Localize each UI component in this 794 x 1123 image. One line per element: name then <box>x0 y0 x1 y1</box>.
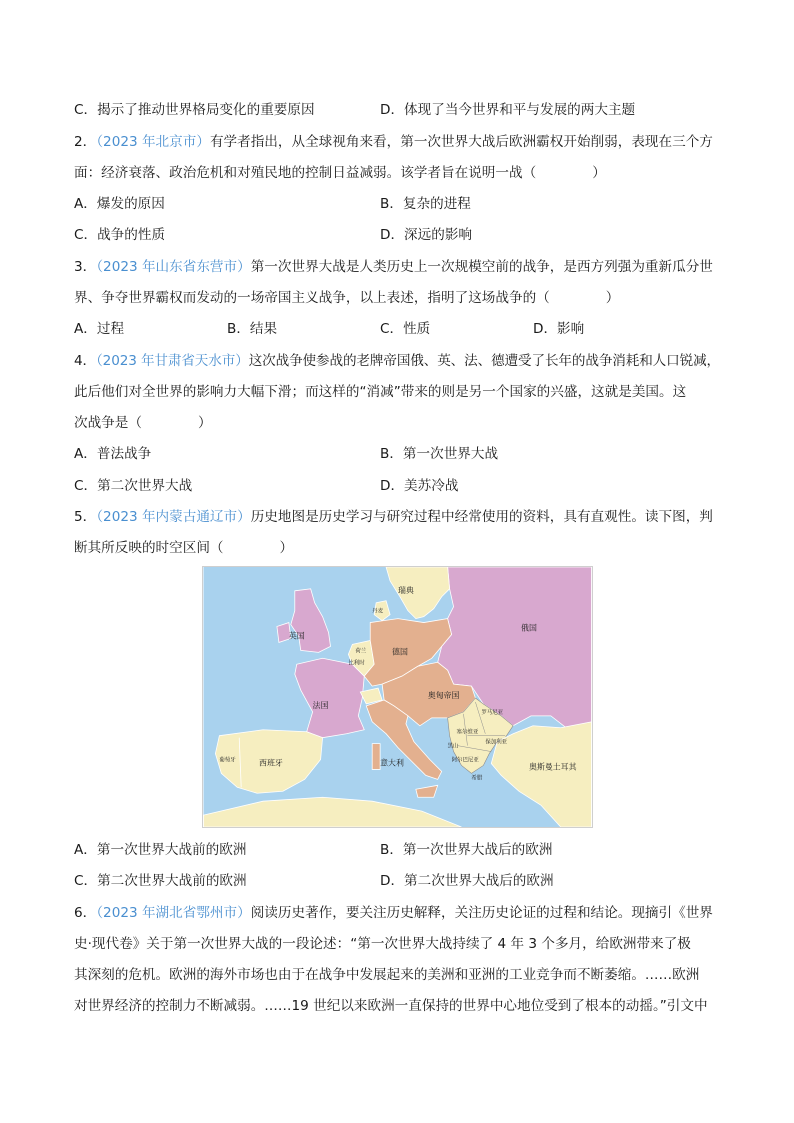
q4-option-c[interactable]: C．第二次世界大战 <box>74 478 193 494</box>
map-label-spain: 西班牙 <box>259 758 283 768</box>
source-tag: （2023 年北京市） <box>96 134 210 150</box>
q2-option-c[interactable]: C．战争的性质 <box>74 227 166 243</box>
question-number: 3． <box>74 259 97 275</box>
q5-stem-line2: 断其所反映的时空区间（ ） <box>74 540 294 556</box>
q5-option-a[interactable]: A．第一次世界大战前的欧洲 <box>74 842 247 858</box>
map-label-bulgaria: 保加利亚 <box>485 739 508 746</box>
q5-stem-line1: 5．（2023 年内蒙古通辽市）历史地图是历史学习与研究过程中经常使用的资料，具有直观性。读下图，判 <box>74 509 713 525</box>
question-number: 6． <box>74 905 97 921</box>
q4-option-d[interactable]: D．美苏冷战 <box>380 478 459 494</box>
q3-stem-line1: 3．（2023 年山东省东营市）第一次世界大战是人类历史上一次规模空前的战争，是西方列强为重新瓜分世 <box>74 259 713 275</box>
map-label-russia: 俄国 <box>521 623 537 633</box>
source-tag: （2023 年山东省东营市） <box>96 259 251 275</box>
map-label-portugal: 葡萄牙 <box>219 757 236 764</box>
q3-stem-line2: 界、争夺世界霸权而发动的一场帝国主义战争，以上表述，指明了这场战争的（ ） <box>74 290 620 306</box>
q1-option-c[interactable]: C．揭示了推动世界格局变化的重要原因 <box>74 102 315 118</box>
q1-option-d[interactable]: D．体现了当今世界和平与发展的两大主题 <box>380 102 636 118</box>
q4-stem-line1: 4．（2023 年甘肃省天水市）这次战争使参战的老牌帝国俄、英、法、德遭受了长年的战争消耗和人口锐减， <box>74 353 721 369</box>
q6-stem-line4: 对世界经济的控制力不断减弱。……19 世纪以来欧洲一直保持的世界中心地位受到了根本的动摇。”引文中 <box>74 998 708 1014</box>
map-label-albania: 阿尔巴尼亚 <box>451 757 479 764</box>
q4-stem-line3: 次战争是（ ） <box>74 415 212 431</box>
question-number: 5． <box>74 509 97 525</box>
q4-stem-line2: 此后他们对全世界的影响力大幅下滑；而这样的“消减”带来的则是另一个国家的兴盛，这就是美国。这 <box>74 384 687 400</box>
q2-option-a[interactable]: A．爆发的原因 <box>74 196 165 212</box>
source-tag: （2023 年内蒙古通辽市） <box>96 509 251 525</box>
map-label-ottoman: 奥斯曼土耳其 <box>528 762 577 772</box>
q5-option-b[interactable]: B．第一次世界大战后的欧洲 <box>380 842 553 858</box>
map-label-austria-hungary: 奥匈帝国 <box>427 690 460 700</box>
q6-stem-line2: 史·现代卷》关于第一次世界大战的一段论述：“第一次世界大战持续了 4 年 3 个多月，给欧洲带来了极 <box>74 936 691 952</box>
map-label-germany: 德国 <box>392 647 408 657</box>
question-number: 2． <box>74 134 97 150</box>
europe-map <box>202 566 593 828</box>
map-label-italy: 意大利 <box>380 758 404 768</box>
region-sardinia <box>372 744 380 770</box>
map-label-romania: 罗马尼亚 <box>481 709 504 716</box>
q3-option-c[interactable]: C．性质 <box>380 321 431 337</box>
q3-option-b[interactable]: B．结果 <box>227 321 278 337</box>
q5-option-c[interactable]: C．第二次世界大战前的欧洲 <box>74 873 247 889</box>
q2-stem-line1: 2．（2023 年北京市）有学者指出，从全球视角来看，第一次世界大战后欧洲霸权开始削弱，表现在三个方 <box>74 134 713 150</box>
q3-option-d[interactable]: D．影响 <box>533 321 585 337</box>
q2-option-b[interactable]: B．复杂的进程 <box>380 196 471 212</box>
map-label-netherlands: 荷兰 <box>355 648 367 655</box>
map-label-greece: 希腊 <box>471 775 483 782</box>
q4-option-b[interactable]: B．第一次世界大战 <box>380 446 499 462</box>
source-tag: （2023 年甘肃省天水市） <box>96 353 249 369</box>
q2-stem-line2: 面：经济衰落、政治危机和对殖民地的控制日益减弱。该学者旨在说明一战（ ） <box>74 165 606 181</box>
map-label-france: 法国 <box>312 700 329 710</box>
map-label-belgium: 比利时 <box>348 660 365 667</box>
q2-option-d[interactable]: D．深远的影响 <box>380 227 473 243</box>
source-tag: （2023 年湖北省鄂州市） <box>96 905 251 921</box>
question-number: 4． <box>74 353 96 369</box>
q6-stem-line3: 其深刻的危机。欧洲的海外市场也由于在战争中发展起来的美洲和亚洲的工业竞争而不断萎缩。……欧洲 <box>74 967 700 983</box>
map-label-uk: 英国 <box>288 631 305 641</box>
map-label-serbia: 塞尔维亚 <box>456 729 479 736</box>
q4-option-a[interactable]: A．普法战争 <box>74 446 152 462</box>
map-label-denmark: 丹麦 <box>372 608 384 615</box>
q3-option-a[interactable]: A．过程 <box>74 321 125 337</box>
map-label-montenegro: 黑山 <box>447 743 459 750</box>
q6-stem-line1: 6．（2023 年湖北省鄂州市）阅读历史著作，要关注历史解释，关注历史论证的过程和结论。现摘引《世界 <box>74 905 713 921</box>
map-label-sweden: 瑞典 <box>397 585 414 595</box>
q5-option-d[interactable]: D．第二次世界大战后的欧洲 <box>380 873 554 889</box>
